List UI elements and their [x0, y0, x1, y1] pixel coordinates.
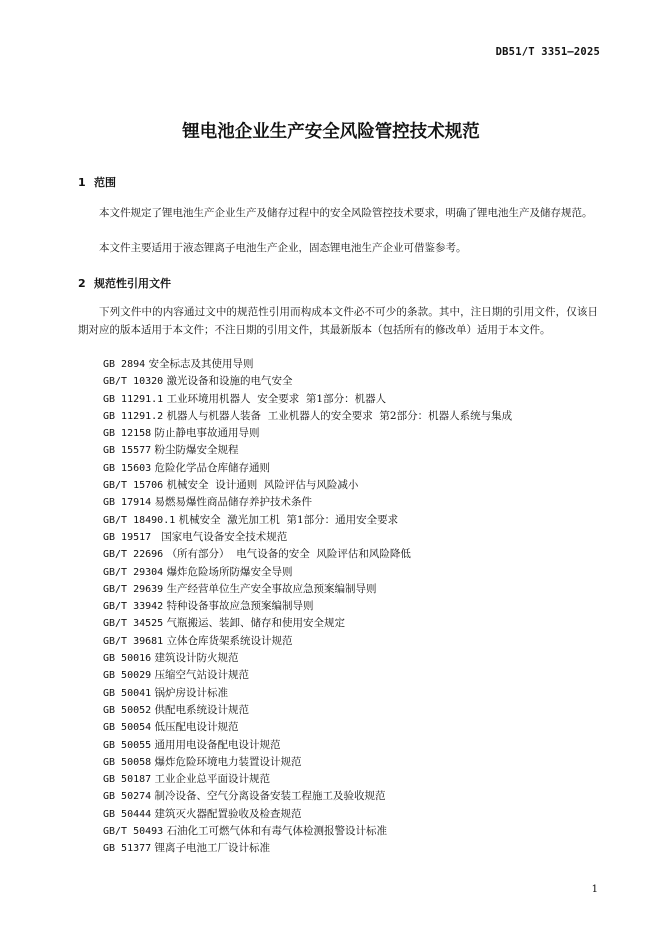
reference-title: 激光设备和设施的电气安全 — [166, 375, 293, 388]
section-1-heading — [78, 174, 116, 190]
reference-code: GB 50054 — [103, 722, 152, 734]
reference-code: GB/T 15706 — [103, 480, 164, 492]
reference-title: 防止静电事故通用导则 — [154, 427, 260, 440]
reference-item — [103, 546, 512, 563]
reference-title: 机器人与机器人装备 工业机器人的安全要求 第2部分：机器人系统与集成 — [166, 409, 513, 422]
reference-item — [103, 356, 512, 373]
reference-code: GB 12158 — [103, 428, 152, 440]
reference-title: 机械安全 激光加工机 第1部分：通用安全要求 — [178, 513, 399, 526]
reference-item — [103, 512, 512, 529]
reference-list — [103, 356, 512, 858]
reference-code: GB 11291.2 — [103, 410, 164, 422]
reference-code: GB 15603 — [103, 462, 152, 474]
reference-code: GB 11291.1 — [103, 393, 164, 405]
reference-title: 供配电系统设计规范 — [154, 703, 250, 716]
reference-title: 机械安全 设计通则 风险评估与风险减小 — [166, 479, 359, 492]
reference-title: 易燃易爆性商品储存养护技术条件 — [154, 496, 313, 509]
reference-code: GB 17914 — [103, 497, 152, 509]
section-2-number: 2 — [78, 277, 86, 290]
reference-title: 粉尘防爆安全规程 — [154, 444, 239, 457]
reference-code: GB/T 29304 — [103, 566, 164, 578]
section-1-number: 1 — [78, 176, 86, 189]
reference-code: GB 50029 — [103, 670, 152, 682]
reference-code: GB 50055 — [103, 739, 152, 751]
reference-code: GB 50444 — [103, 808, 152, 820]
scope-paragraph-2: 本文件主要适用于液态锂离子电池生产企业，固态锂电池生产企业可借鉴参考。 — [99, 242, 467, 254]
reference-item — [103, 685, 512, 702]
reference-code: GB 50274 — [103, 791, 152, 803]
reference-code: GB/T 34525 — [103, 618, 164, 630]
reference-item — [103, 425, 512, 442]
reference-item — [103, 702, 512, 719]
reference-item — [103, 477, 512, 494]
reference-code: GB 15577 — [103, 445, 152, 457]
section-1-title: 范围 — [94, 176, 116, 189]
reference-code: GB/T 18490.1 — [103, 514, 176, 526]
document-title: 锂电池企业生产安全风险管控技术规范 — [182, 122, 480, 142]
reference-item — [103, 719, 512, 736]
reference-code: GB 50187 — [103, 774, 152, 786]
reference-code: GB/T 39681 — [103, 635, 164, 647]
reference-title: 建筑设计防火规范 — [154, 652, 239, 665]
reference-item — [103, 373, 512, 390]
reference-title: 特种设备事故应急预案编制导则 — [166, 600, 314, 613]
reference-title: 爆炸危险环境电力装置设计规范 — [154, 755, 302, 768]
reference-title: 建筑灭火器配置验收及检查规范 — [154, 807, 302, 820]
reference-title: 工业企业总平面设计规范 — [154, 773, 271, 786]
references-intro: 下列文件中的内容通过文中的规范性引用而构成本文件必不可少的条款。其中，注日期的引用文件，仅该日期对应的版本适用于本文件；不注日期的引用文件，其最新版本（包括所有的修改单）适用于本文件。 — [78, 306, 598, 336]
reference-item — [103, 564, 512, 581]
reference-code: GB 50041 — [103, 687, 152, 699]
reference-title: 工业环境用机器人 安全要求 第1部分：机器人 — [166, 392, 387, 405]
section-2-heading — [78, 275, 171, 291]
reference-title: 国家电气设备安全技术规范 — [154, 530, 288, 543]
reference-item — [103, 771, 512, 788]
reference-title: 石油化工可燃气体和有毒气体检测报警设计标准 — [166, 825, 388, 838]
reference-title: 低压配电设计规范 — [154, 721, 239, 734]
reference-item — [103, 529, 512, 546]
reference-item — [103, 460, 512, 477]
reference-item — [103, 840, 512, 857]
document-code: DB51/T 3351—2025 — [495, 46, 600, 58]
reference-title: 锂离子电池工厂设计标准 — [154, 842, 271, 855]
reference-item — [103, 823, 512, 840]
reference-item — [103, 615, 512, 632]
reference-title: 制冷设备、空气分离设备安装工程施工及验收规范 — [154, 790, 386, 803]
reference-item — [103, 442, 512, 459]
reference-title: 安全标志及其使用导则 — [148, 358, 254, 370]
section-2-title: 规范性引用文件 — [94, 277, 171, 290]
reference-item — [103, 667, 512, 684]
reference-code: GB 50052 — [103, 704, 152, 716]
reference-item — [103, 408, 512, 425]
reference-code: GB 19517 — [103, 531, 152, 543]
reference-code: GB 50058 — [103, 756, 152, 768]
reference-code: GB/T 50493 — [103, 826, 164, 838]
reference-code: GB 50016 — [103, 653, 152, 665]
reference-item — [103, 650, 512, 667]
reference-item — [103, 788, 512, 805]
reference-item — [103, 598, 512, 615]
reference-code: GB/T 33942 — [103, 601, 164, 613]
reference-item — [103, 737, 512, 754]
reference-title: 锅炉房设计标准 — [154, 686, 229, 699]
reference-code: GB 2894 — [103, 359, 146, 370]
scope-paragraph-1: 本文件规定了锂电池生产企业生产及储存过程中的安全风险管控技术要求，明确了锂电池生产及储存规范。 — [99, 207, 593, 219]
reference-item — [103, 633, 512, 650]
reference-item — [103, 754, 512, 771]
reference-code: GB/T 10320 — [103, 376, 164, 388]
reference-title: 压缩空气站设计规范 — [154, 669, 250, 682]
reference-code: GB/T 29639 — [103, 583, 164, 595]
reference-title: 生产经营单位生产安全事故应急预案编制导则 — [166, 582, 377, 595]
reference-code: GB 51377 — [103, 843, 152, 855]
reference-title: 危险化学品仓库储存通则 — [154, 461, 271, 474]
reference-title: （所有部分） 电气设备的安全 风险评估和风险降低 — [166, 548, 411, 561]
reference-title: 通用用电设备配电设计规范 — [154, 738, 281, 751]
reference-item — [103, 581, 512, 598]
reference-title: 爆炸危险场所防爆安全导则 — [166, 565, 293, 578]
reference-title: 立体仓库货架系统设计规范 — [166, 634, 293, 647]
reference-item — [103, 806, 512, 823]
reference-title: 气瓶搬运、装卸、储存和使用安全规定 — [166, 617, 346, 630]
page-number: 1 — [591, 884, 598, 895]
reference-item — [103, 391, 512, 408]
reference-code: GB/T 22696 — [103, 549, 164, 561]
reference-item — [103, 494, 512, 511]
